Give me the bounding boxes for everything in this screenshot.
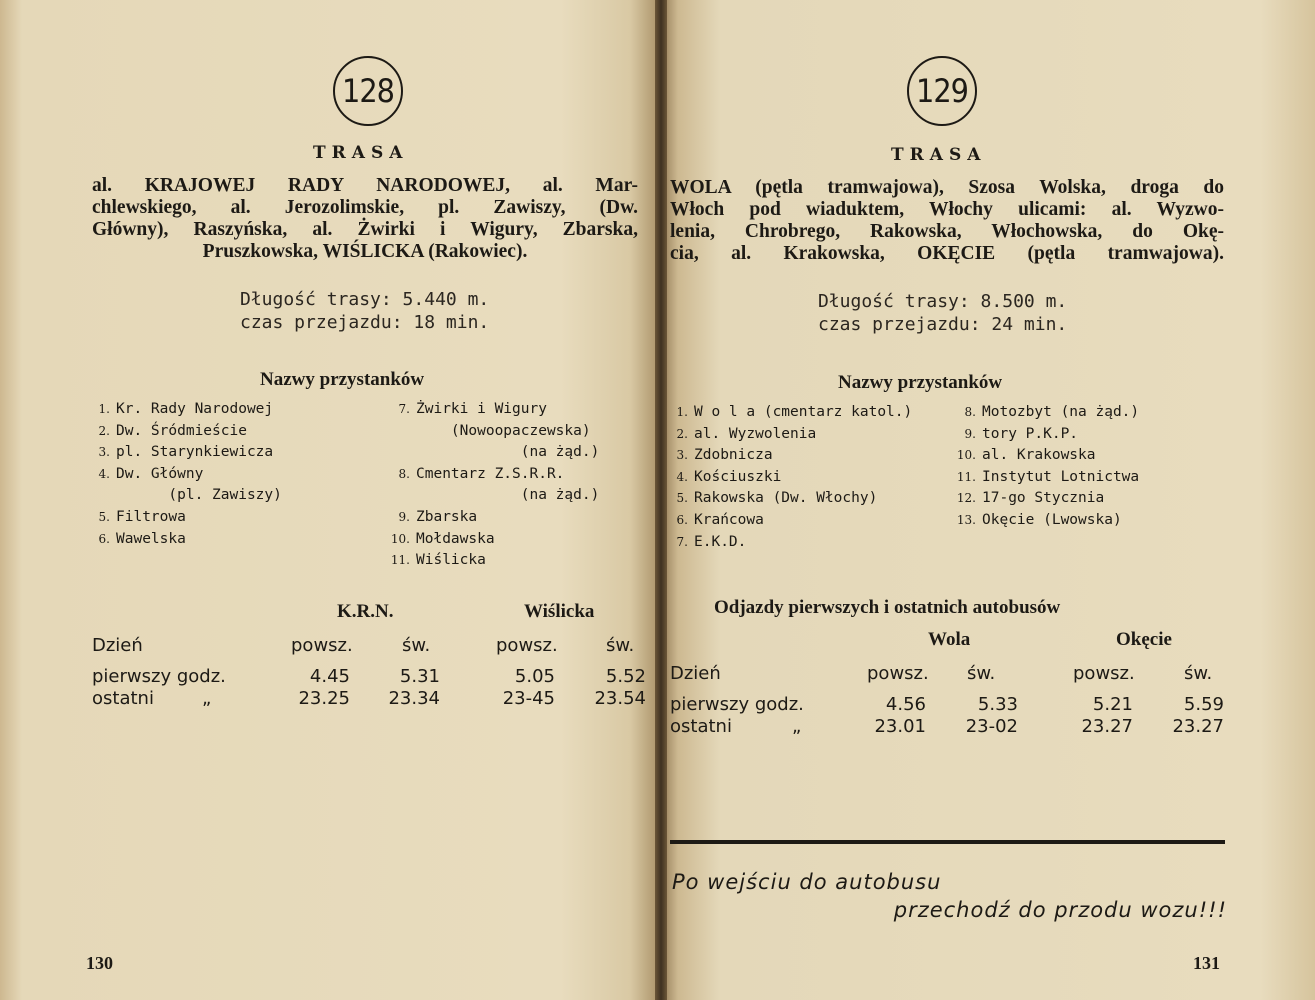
list-item: 9. Zbarska: [398, 509, 478, 525]
route-description: [92, 175, 638, 263]
book-spine: [655, 0, 667, 1000]
stops-title: Nazwy przystanków: [838, 372, 1003, 393]
table-cell: 23.54: [594, 688, 646, 709]
column-group-header: K.R.N.: [337, 601, 394, 622]
list-item: 9. tory P.K.P.: [964, 425, 1079, 442]
list-item: 12. 17-go Stycznia: [956, 490, 1105, 506]
row-label: ostatni: [92, 688, 154, 709]
column-header: św.: [967, 663, 996, 684]
row-label: pierwszy godz.: [670, 694, 804, 715]
row-label: pierwszy godz.: [92, 666, 226, 687]
list-item: 8. Cmentarz Z.S.R.R.: [398, 465, 565, 482]
list-item: 5. Filtrowa: [98, 509, 186, 525]
table-cell: 23.01: [874, 716, 926, 737]
list-item: 7. E.K.D.: [676, 533, 747, 550]
table-cell: 23-45: [502, 688, 555, 709]
table-cell: 4.56: [885, 694, 926, 715]
list-item: 6. Wawelska: [98, 530, 186, 547]
list-item: 4. Dw. Główny: [98, 465, 204, 482]
table-cell: 23.27: [1081, 716, 1133, 737]
route-line: chlewskiego, al. Jerozolimskie, pl. Zawiszy, (Dw.: [92, 197, 638, 218]
trasa-heading: TRASA: [313, 143, 409, 163]
stops-title: Nazwy przystanków: [260, 369, 425, 390]
row-header: Dzień: [92, 635, 143, 656]
stops-list: [84, 399, 654, 579]
list-item: 4. Kościuszki: [676, 468, 782, 485]
route-duration: czas przejazdu: 24 min.: [818, 314, 1068, 335]
list-item: 1. Kr. Rady Narodowej: [98, 401, 274, 417]
column-header: powsz.: [867, 663, 929, 684]
route-line: cia, al. Krakowska, OKĘCIE (pętla tramwajowa).: [670, 243, 1224, 264]
list-item: 13. Okęcie (Lwowska): [956, 512, 1122, 528]
list-item: 7. Żwirki i Wigury: [398, 401, 547, 417]
list-item: 8. Motozbyt (na żąd.): [964, 404, 1140, 420]
list-item: 6. Krańcowa: [676, 512, 764, 528]
list-item: 10. Mołdawska: [390, 530, 495, 547]
table-cell: 5.59: [1183, 694, 1224, 715]
ditto-mark: „: [792, 716, 802, 737]
table-cell: 23.34: [388, 688, 440, 709]
row-header: Dzień: [670, 663, 721, 684]
list-item: 5. Rakowska (Dw. Włochy): [676, 490, 878, 506]
table-cell: 4.45: [309, 666, 350, 687]
route-length: Długość trasy: 5.440 m.: [240, 289, 490, 310]
list-item: (na żąd.): [416, 487, 600, 503]
list-item: 2. Dw. Śródmieście: [98, 422, 247, 439]
list-item: 11. Wiślicka: [390, 552, 486, 568]
list-item: (na żąd.): [416, 444, 600, 460]
column-header: powsz.: [496, 635, 558, 656]
column-group-header: Okęcie: [1116, 629, 1172, 650]
stops-list: [662, 402, 1222, 562]
route-line: WOLA (pętla tramwajowa), Szosa Wolska, droga do: [670, 177, 1224, 198]
column-header: powsz.: [291, 635, 353, 656]
schedule-table: [92, 598, 652, 718]
route-number-badge: 128: [333, 56, 403, 126]
column-header: św.: [1184, 663, 1213, 684]
notice-text: [672, 868, 1227, 924]
route-line: lenia, Chrobrego, Rakowska, Włochowska, do Okę-: [670, 221, 1224, 242]
trasa-heading: TRASA: [891, 145, 987, 165]
table-cell: 5.52: [605, 666, 646, 687]
list-item: 10. al. Krakowska: [956, 447, 1096, 463]
table-cell: 5.21: [1092, 694, 1133, 715]
notice-line: Po wejściu do autobusu: [672, 870, 942, 894]
route-line: Pruszkowska, WIŚLICKA (Rakowiec).: [202, 241, 528, 262]
route-line: al. KRAJOWEJ RADY NARODOWEJ, al. Mar-: [92, 175, 638, 196]
route-duration: czas przejazdu: 18 min.: [240, 312, 490, 333]
column-group-header: Wiślicka: [524, 601, 595, 622]
list-item: 11. Instytut Lotnictwa: [956, 468, 1140, 485]
right-page: [660, 0, 1315, 1000]
list-item: 2. al. Wyzwolenia: [676, 425, 817, 442]
page-number: 130: [86, 953, 113, 973]
table-cell: 5.33: [977, 694, 1018, 715]
page-number: 131: [1193, 953, 1220, 973]
table-cell: 23.27: [1172, 716, 1224, 737]
table-cell: 23.25: [298, 688, 350, 709]
route-description: [670, 177, 1224, 265]
list-item: (pl. Zawiszy): [116, 487, 282, 503]
divider-rule: [670, 840, 1225, 844]
ditto-mark: „: [202, 688, 212, 709]
list-item: 3. pl. Starynkiewicza: [98, 444, 274, 460]
notice-line: przechodź do przodu wozu!!!: [893, 898, 1227, 922]
column-header: powsz.: [1073, 663, 1135, 684]
route-number-badge: 129: [907, 56, 977, 126]
row-label: ostatni: [670, 716, 732, 737]
list-item: (Nowoopaczewska): [416, 422, 591, 439]
table-cell: 5.31: [399, 666, 440, 687]
route-length: Długość trasy: 8.500 m.: [818, 291, 1068, 312]
table-cell: 23-02: [965, 716, 1018, 737]
list-item: 1. W o l a (cmentarz katol.): [676, 404, 913, 420]
column-header: św.: [402, 635, 431, 656]
list-item: 3. Zdobnicza: [676, 447, 773, 463]
column-group-header: Wola: [928, 629, 971, 650]
schedule-table: [670, 628, 1230, 748]
table-cell: 5.05: [514, 666, 555, 687]
route-line: Włoch pod wiaduktem, Włochy ulicami: al. Wyzwo-: [670, 199, 1224, 220]
route-line: Główny), Raszyńska, al. Żwirki i Wigury, Zbarska,: [92, 219, 638, 240]
schedule-title: Odjazdy pierwszych i ostatnich autobusów: [714, 597, 1061, 618]
column-header: św.: [606, 635, 635, 656]
